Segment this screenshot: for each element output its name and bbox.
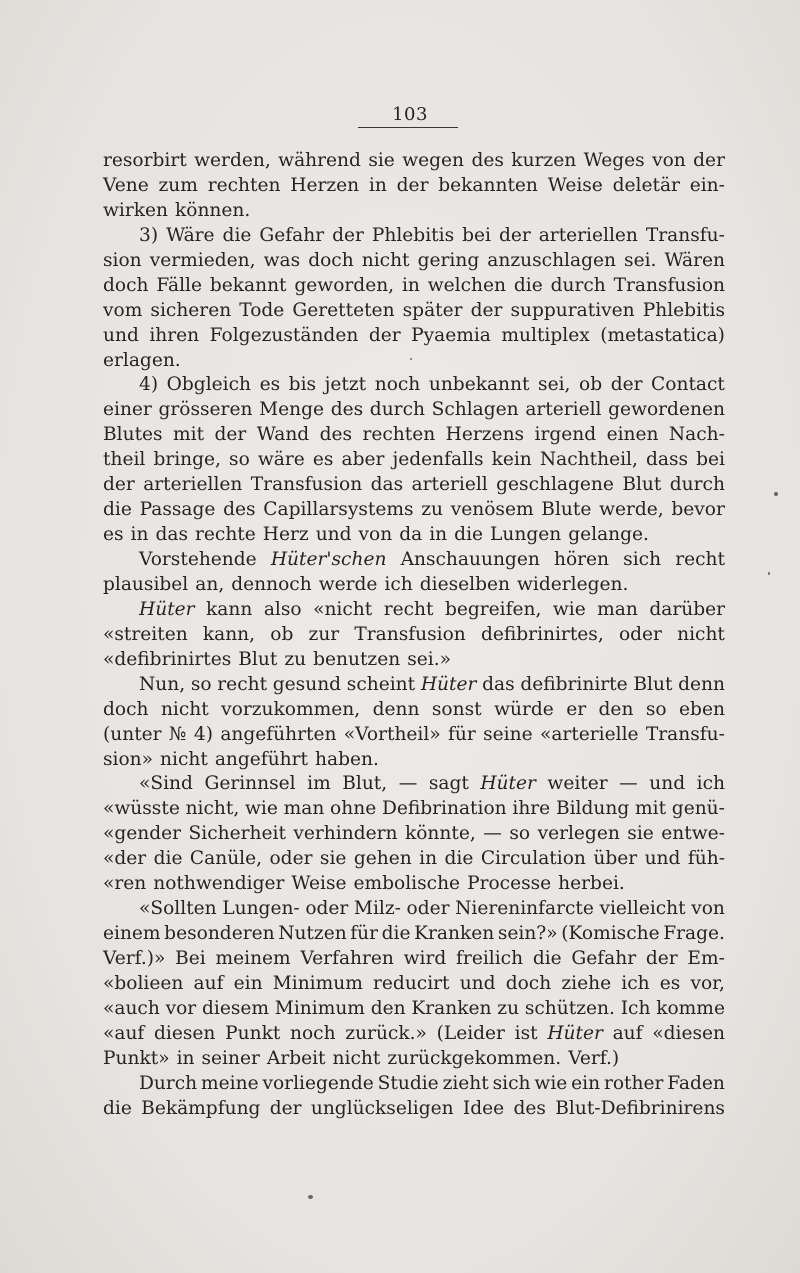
text-line: «gender Sicherheit verhindern könnte, — so verlegen sie entwe- — [103, 823, 725, 845]
text-line: einem besonderen Nutzen für die Kranken sein?» (Komische Frage. — [103, 923, 725, 945]
text-line: vom sicheren Tode Geretteten später der suppurativen Phlebitis — [103, 299, 725, 321]
text-line: Vorstehende Hüter'schen Anschauungen hören sich recht — [139, 549, 725, 570]
text-line: «streiten kann, ob zur Transfusion defibrinirtes, oder nicht — [103, 623, 725, 645]
text-line: Durch meine vorliegende Studie zieht sich wie ein rother Faden — [139, 1072, 725, 1094]
text-line: Punkt» in seiner Arbeit nicht zurückgekommen. Verf.) — [103, 1047, 620, 1069]
text-line: der arteriellen Transfusion das arteriell geschlagene Blut durch — [103, 474, 725, 496]
text-line: (unter № 4) angeführten «Vortheil» für seine «arterielle Transfu- — [103, 723, 725, 745]
text-line: wirken können. — [103, 199, 251, 221]
text-line: plausibel an, dennoch werde ich dieselben widerlegen. — [103, 573, 629, 595]
text-line: «bolieen auf ein Minimum reducirt und doch ziehe ich es vor, — [103, 972, 725, 994]
text-line: «wüsste nicht, wie man ohne Defibrination ihre Bildung mit genü- — [103, 798, 725, 820]
text-line: «Sollten Lungen- oder Milz- oder Niereninfarcte vielleicht von — [139, 898, 725, 920]
text-line: resorbirt werden, während sie wegen des kurzen Weges von der — [103, 150, 725, 171]
text-line: 3) Wäre die Gefahr der Phlebitis bei der arteriellen Transfu- — [139, 224, 725, 246]
text-line: 4) Obgleich es bis jetzt noch unbekannt sei, ob der Contact — [139, 374, 725, 396]
text-line: sion vermieden, was doch nicht gering anzuschlagen sei. Wären — [103, 249, 725, 271]
text-line: es in das rechte Herz und von da in die Lungen gelange. — [103, 524, 649, 546]
page-text — [103, 149, 725, 1122]
text-line: «der die Canüle, oder sie gehen in die Circulation über und füh- — [103, 848, 725, 870]
text-line: die Bekämpfung der unglückseligen Idee des Blut-Defibrinirens — [103, 1097, 725, 1119]
text-line: doch nicht vorzukommen, denn sonst würde er den so eben — [103, 698, 725, 720]
text-line: sion» nicht angeführt haben. — [103, 748, 379, 770]
text-line: «ren nothwendiger Weise embolische Processe herbei. — [103, 873, 625, 895]
header-rule — [358, 127, 458, 128]
text-line: «auf diesen Punkt noch zurück.» (Leider ist Hüter auf «diesen — [103, 1022, 725, 1044]
text-line: «Sind Gerinnsel im Blut, — sagt Hüter weiter — und ich — [139, 773, 725, 795]
text-line: Vene zum rechten Herzen in der bekannten Weise deletär ein- — [103, 174, 725, 196]
text-line: einer grösseren Menge des durch Schlagen arteriell gewordenen — [103, 399, 725, 421]
text-line: Nun, so recht gesund scheint Hüter das defibrinirte Blut denn — [139, 673, 725, 695]
text-line: Blutes mit der Wand des rechten Herzens irgend einen Nach- — [103, 424, 725, 446]
text-line: die Passage des Capillarsystems zu venösem Blute werde, bevor — [103, 499, 725, 521]
text-line: und ihren Folgezuständen der Pyaemia multiplex (metastatica) — [103, 324, 725, 346]
text-line: erlagen. — [103, 349, 181, 371]
text-line: Verf.)» Bei meinem Verfahren wird freilich die Gefahr der Em- — [103, 948, 725, 969]
text-line: doch Fälle bekannt geworden, in welchen die durch Transfusion — [103, 274, 725, 296]
text-line: theil bringe, so wäre es aber jedenfalls kein Nachtheil, dass bei — [103, 449, 725, 471]
text-line: Hüter kann also «nicht recht begreifen, wie man darüber — [139, 598, 725, 620]
text-line: «auch vor diesem Minimum den Kranken zu schützen. Ich komme — [103, 997, 725, 1019]
text-line: «defibrinirtes Blut zu benutzen sei.» — [103, 648, 451, 670]
page-number: 103 — [392, 104, 428, 125]
